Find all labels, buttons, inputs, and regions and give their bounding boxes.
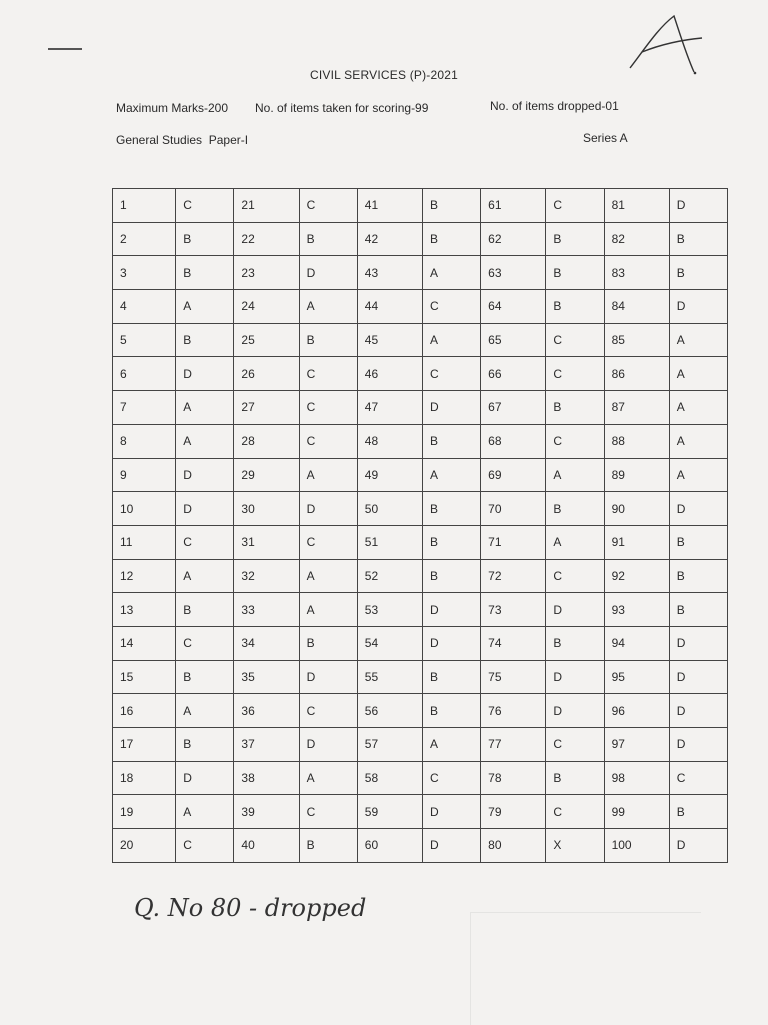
table-row (113, 728, 728, 762)
answer-option: D (669, 492, 727, 526)
answer-option: A (299, 559, 357, 593)
question-number: 70 (481, 492, 546, 526)
table-row (113, 626, 728, 660)
answer-option: B (176, 323, 234, 357)
question-number: 12 (113, 559, 176, 593)
answer-option: A (299, 593, 357, 627)
items-dropped: No. of items dropped-01 (490, 99, 619, 113)
question-number: 18 (113, 761, 176, 795)
question-number: 43 (357, 256, 422, 290)
question-number: 76 (481, 694, 546, 728)
question-number: 59 (357, 795, 422, 829)
question-number: 8 (113, 424, 176, 458)
table-row (113, 761, 728, 795)
question-number: 41 (357, 189, 422, 223)
question-number: 55 (357, 660, 422, 694)
question-number: 26 (234, 357, 299, 391)
answer-option: A (299, 761, 357, 795)
question-number: 40 (234, 829, 299, 863)
question-number: 92 (604, 559, 669, 593)
question-number: 52 (357, 559, 422, 593)
answer-option: B (669, 525, 727, 559)
answer-option: D (669, 728, 727, 762)
margin-dash (48, 48, 82, 50)
page-title: CIVIL SERVICES (P)-2021 (310, 68, 458, 82)
table-row (113, 829, 728, 863)
answer-option: B (422, 660, 480, 694)
answer-option: C (546, 424, 604, 458)
question-number: 10 (113, 492, 176, 526)
answer-option: C (422, 357, 480, 391)
table-row (113, 424, 728, 458)
question-number: 38 (234, 761, 299, 795)
answer-option: A (669, 391, 727, 425)
answer-option: B (669, 559, 727, 593)
answer-option: D (422, 829, 480, 863)
answer-option: C (299, 357, 357, 391)
table-row (113, 492, 728, 526)
answer-option: A (176, 795, 234, 829)
question-number: 71 (481, 525, 546, 559)
answer-option: D (546, 694, 604, 728)
answer-option: C (299, 525, 357, 559)
question-number: 89 (604, 458, 669, 492)
table-row (113, 323, 728, 357)
answer-option: B (422, 492, 480, 526)
answer-option: A (299, 290, 357, 324)
answer-option: B (546, 222, 604, 256)
question-number: 5 (113, 323, 176, 357)
answer-option: A (422, 458, 480, 492)
question-number: 81 (604, 189, 669, 223)
question-number: 46 (357, 357, 422, 391)
question-number: 56 (357, 694, 422, 728)
question-number: 13 (113, 593, 176, 627)
answer-option: B (546, 290, 604, 324)
question-number: 37 (234, 728, 299, 762)
answer-option: A (176, 290, 234, 324)
question-number: 27 (234, 391, 299, 425)
question-number: 86 (604, 357, 669, 391)
answer-option: A (422, 728, 480, 762)
question-number: 33 (234, 593, 299, 627)
question-number: 20 (113, 829, 176, 863)
answer-option: C (299, 189, 357, 223)
table-row (113, 290, 728, 324)
answer-option: B (546, 256, 604, 290)
answer-option: C (176, 189, 234, 223)
answer-option: D (422, 391, 480, 425)
answer-option: A (176, 694, 234, 728)
question-number: 94 (604, 626, 669, 660)
table-row (113, 357, 728, 391)
faint-margin-box (470, 912, 701, 1025)
answer-option: C (176, 626, 234, 660)
question-number: 6 (113, 357, 176, 391)
question-number: 54 (357, 626, 422, 660)
answer-option: B (176, 222, 234, 256)
question-number: 19 (113, 795, 176, 829)
answer-option: A (176, 559, 234, 593)
question-number: 78 (481, 761, 546, 795)
question-number: 75 (481, 660, 546, 694)
answer-option: B (422, 222, 480, 256)
answer-option: B (176, 593, 234, 627)
answer-option: A (176, 424, 234, 458)
answer-option: B (176, 660, 234, 694)
answer-option: C (546, 559, 604, 593)
question-number: 67 (481, 391, 546, 425)
question-number: 84 (604, 290, 669, 324)
dropped-note-text: Q. No 80 - dropped (134, 894, 367, 922)
answer-option: B (299, 323, 357, 357)
answer-option: D (669, 290, 727, 324)
answer-option: B (669, 593, 727, 627)
question-number: 23 (234, 256, 299, 290)
answer-option: D (176, 458, 234, 492)
question-number: 9 (113, 458, 176, 492)
answer-option: C (546, 357, 604, 391)
answer-option: B (299, 222, 357, 256)
question-number: 62 (481, 222, 546, 256)
question-number: 1 (113, 189, 176, 223)
question-number: 34 (234, 626, 299, 660)
question-number: 63 (481, 256, 546, 290)
answer-option: A (422, 256, 480, 290)
answer-option: C (546, 728, 604, 762)
question-number: 69 (481, 458, 546, 492)
answer-option: C (422, 761, 480, 795)
answer-option: C (546, 189, 604, 223)
answer-option: B (546, 626, 604, 660)
question-number: 31 (234, 525, 299, 559)
answer-option: C (546, 323, 604, 357)
question-number: 14 (113, 626, 176, 660)
answer-option: D (546, 593, 604, 627)
question-number: 25 (234, 323, 299, 357)
question-number: 47 (357, 391, 422, 425)
answer-key-table (112, 188, 728, 863)
question-number: 61 (481, 189, 546, 223)
handwritten-dropped-note (128, 876, 428, 936)
table-row (113, 189, 728, 223)
table-row (113, 222, 728, 256)
answer-option: A (669, 424, 727, 458)
question-number: 74 (481, 626, 546, 660)
question-number: 4 (113, 290, 176, 324)
question-number: 85 (604, 323, 669, 357)
question-number: 88 (604, 424, 669, 458)
answer-option: A (546, 525, 604, 559)
answer-option: B (422, 525, 480, 559)
paper-name: General Studies Paper-I (116, 133, 249, 147)
question-number: 17 (113, 728, 176, 762)
question-number: 51 (357, 525, 422, 559)
table-row (113, 525, 728, 559)
max-marks: Maximum Marks-200 (116, 101, 229, 115)
question-number: 7 (113, 391, 176, 425)
question-number: 100 (604, 829, 669, 863)
answer-option: A (669, 323, 727, 357)
question-number: 35 (234, 660, 299, 694)
question-number: 58 (357, 761, 422, 795)
question-number: 53 (357, 593, 422, 627)
answer-option: A (176, 391, 234, 425)
question-number: 44 (357, 290, 422, 324)
table-row (113, 593, 728, 627)
answer-option: D (176, 761, 234, 795)
answer-option: D (669, 189, 727, 223)
question-number: 82 (604, 222, 669, 256)
question-number: 49 (357, 458, 422, 492)
question-number: 73 (481, 593, 546, 627)
question-number: 32 (234, 559, 299, 593)
answer-option: B (546, 492, 604, 526)
question-number: 95 (604, 660, 669, 694)
answer-option: C (669, 761, 727, 795)
question-number: 83 (604, 256, 669, 290)
answer-option: D (422, 626, 480, 660)
answer-option: B (669, 256, 727, 290)
question-number: 65 (481, 323, 546, 357)
table-row (113, 256, 728, 290)
question-number: 80 (481, 829, 546, 863)
items-scoring: No. of items taken for scoring-99 (255, 101, 429, 115)
question-number: 22 (234, 222, 299, 256)
question-number: 45 (357, 323, 422, 357)
question-number: 66 (481, 357, 546, 391)
answer-option: A (299, 458, 357, 492)
answer-option: D (669, 660, 727, 694)
answer-option: D (422, 593, 480, 627)
question-number: 39 (234, 795, 299, 829)
answer-option: B (422, 189, 480, 223)
question-number: 64 (481, 290, 546, 324)
question-number: 90 (604, 492, 669, 526)
question-number: 93 (604, 593, 669, 627)
answer-option: C (546, 795, 604, 829)
question-number: 21 (234, 189, 299, 223)
answer-option: B (299, 829, 357, 863)
table-row (113, 694, 728, 728)
answer-option: C (299, 795, 357, 829)
answer-option: B (422, 694, 480, 728)
answer-option: C (422, 290, 480, 324)
answer-option: D (299, 256, 357, 290)
answer-option: C (299, 391, 357, 425)
answer-option: A (546, 458, 604, 492)
answer-option: D (176, 492, 234, 526)
question-number: 3 (113, 256, 176, 290)
question-number: 60 (357, 829, 422, 863)
question-number: 99 (604, 795, 669, 829)
question-number: 50 (357, 492, 422, 526)
answer-option: D (176, 357, 234, 391)
answer-option: D (669, 829, 727, 863)
answer-option: B (422, 559, 480, 593)
answer-option: A (422, 323, 480, 357)
question-number: 98 (604, 761, 669, 795)
question-number: 96 (604, 694, 669, 728)
answer-option: B (176, 256, 234, 290)
answer-option: B (669, 795, 727, 829)
question-number: 57 (357, 728, 422, 762)
question-number: 87 (604, 391, 669, 425)
answer-option: B (546, 391, 604, 425)
question-number: 42 (357, 222, 422, 256)
answer-option: D (299, 492, 357, 526)
answer-option: D (299, 660, 357, 694)
question-number: 91 (604, 525, 669, 559)
question-number: 68 (481, 424, 546, 458)
question-number: 29 (234, 458, 299, 492)
answer-option: D (546, 660, 604, 694)
table-row (113, 458, 728, 492)
answer-option: B (299, 626, 357, 660)
question-number: 97 (604, 728, 669, 762)
answer-option: D (669, 694, 727, 728)
question-number: 30 (234, 492, 299, 526)
question-number: 48 (357, 424, 422, 458)
answer-option: A (669, 357, 727, 391)
question-number: 36 (234, 694, 299, 728)
table-row (113, 391, 728, 425)
answer-option: C (299, 694, 357, 728)
question-number: 2 (113, 222, 176, 256)
answer-option: B (669, 222, 727, 256)
answer-option: B (546, 761, 604, 795)
question-number: 11 (113, 525, 176, 559)
answer-option: A (669, 458, 727, 492)
question-number: 16 (113, 694, 176, 728)
series-label: Series A (583, 131, 628, 145)
answer-option: D (669, 626, 727, 660)
question-number: 28 (234, 424, 299, 458)
answer-option: D (422, 795, 480, 829)
answer-option: X (546, 829, 604, 863)
question-number: 24 (234, 290, 299, 324)
answer-option: C (176, 829, 234, 863)
question-number: 72 (481, 559, 546, 593)
question-number: 77 (481, 728, 546, 762)
answer-option: C (176, 525, 234, 559)
table-row (113, 559, 728, 593)
answer-option: B (176, 728, 234, 762)
question-number: 79 (481, 795, 546, 829)
table-row (113, 660, 728, 694)
answer-option: C (299, 424, 357, 458)
answer-option: D (299, 728, 357, 762)
question-number: 15 (113, 660, 176, 694)
table-row (113, 795, 728, 829)
answer-option: B (422, 424, 480, 458)
